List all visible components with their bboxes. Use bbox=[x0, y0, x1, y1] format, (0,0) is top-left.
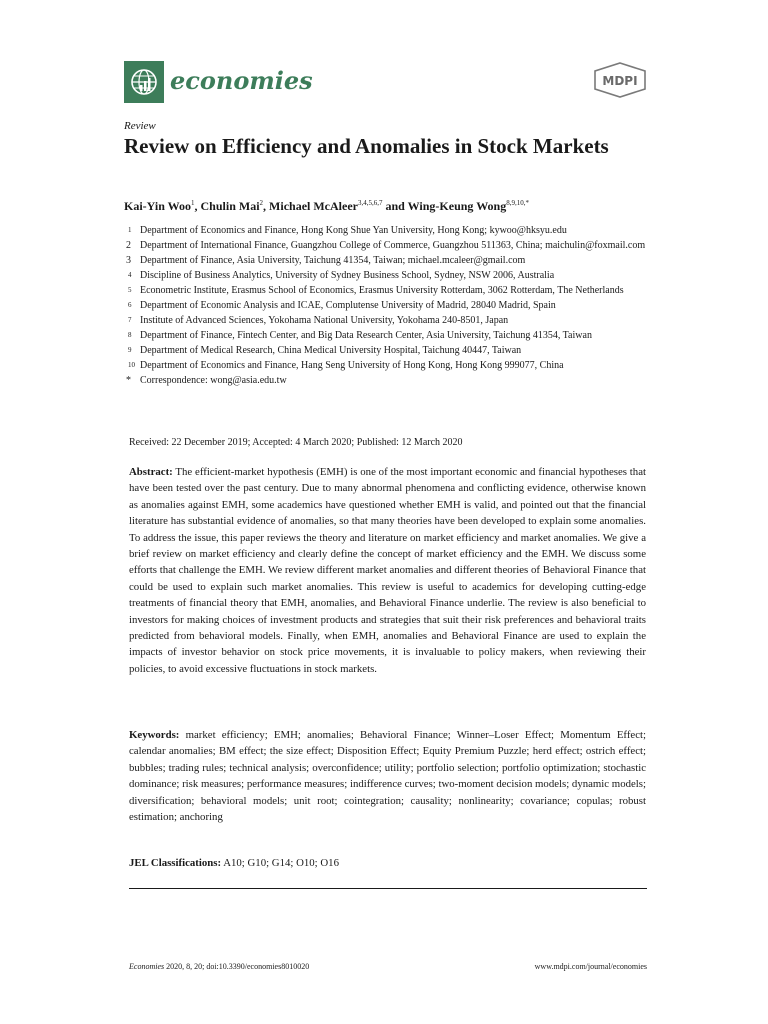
affiliation-number: 4 bbox=[128, 271, 132, 279]
author-affil-sup: 8,9,10,* bbox=[506, 199, 529, 207]
jel-text: A10; G10; G14; O10; O16 bbox=[223, 857, 339, 869]
citation-details: 2020, 8, 20; doi:10.3390/economies8010020 bbox=[164, 962, 310, 971]
affiliation-text: Department of Economic Analysis and ICAE, Complutense University of Madrid, 28040 Madrid, Spain bbox=[140, 300, 556, 311]
affiliation-number: 7 bbox=[128, 316, 132, 324]
author-affil-sup: 1 bbox=[191, 199, 195, 207]
keywords-text: market efficiency; EMH; anomalies; Behavioral Finance; Winner–Loser Effect; Momentum Effect; calendar anomalies; BM effect; the size effect; Disposition Effect; Equity Premium Puzzle; herd effect; ostrich effect; bubbles; trading rules; technical analysis; overconfidence; utility; portfolio selection; portfolio optimization; stochastic dominance; risk measures; performance measures; indifference curves; two-moment decision models; dynamic models; diversification; behavioral models; unit root; cointegration; causality; nonlinearity; covariance; copulas; robust estimation; anchoring bbox=[129, 729, 646, 824]
mdpi-logo bbox=[593, 62, 647, 98]
abstract-text: The efficient-market hypothesis (EMH) is one of the most important economic and financial hypotheses that have been tested over the past century. Due to many abnormal phenomena and conflicting evidence, otherwise known as anomalies against EMH, some academics have questioned whether EMH is valid, and pointed out that the financial literature has substantial evidence of anomalies, so that many theories have been developed to explain some anomalies. To address the issue, this paper reviews the theory and literature on market efficiency and market anomalies. We give a brief review on market efficiency and clearly define the concept of market efficiency and the EMH. We discuss some efforts that challenge the EMH. We review different market anomalies and different theories of Behavioral Finance that could be used to explain such market anomalies. This review is useful to academics for developing cutting-edge treatments of financial theory that EMH, anomalies, and Behavioral Finance underlie. The review is also beneficial to investors for making choices of investment products and strategies that suit their risk preferences and behavioral traits predicted from behavioral models. Finally, when EMH, anomalies and Behavioral Finance are used to explain the impacts of investor behavior on stock price movements, it is invaluable to policy makers, when reviewing their policies, to avoid excessive fluctuations in stock markets. bbox=[129, 466, 646, 675]
affiliation-number: 3 bbox=[126, 255, 131, 266]
affiliation-text: Department of Finance, Asia University, Taichung 41354, Taiwan; michael.mcaleer@gmail.com bbox=[140, 255, 526, 266]
affiliation-number: 8 bbox=[128, 331, 132, 339]
author-name: Chulin Mai bbox=[200, 199, 260, 213]
affiliation-number: 5 bbox=[128, 286, 132, 294]
affiliation-item bbox=[124, 283, 654, 298]
affiliation-number: 10 bbox=[128, 361, 135, 369]
citation-journal: Economies bbox=[129, 962, 165, 971]
affiliation-text: Department of Medical Research, China Medical University Hospital, Taichung 40447, Taiwan bbox=[140, 345, 522, 356]
affiliation-item bbox=[124, 313, 654, 328]
mdpi-logo-text: MDPI bbox=[602, 74, 638, 88]
affiliation-item bbox=[124, 343, 654, 358]
affiliation-text: Discipline of Business Analytics, University of Sydney Business School, Sydney, NSW 2006, Australia bbox=[140, 270, 555, 281]
author-separator: and bbox=[382, 199, 408, 213]
affiliation-text: Department of Economics and Finance, Hong Kong Shue Yan University, Hong Kong; kywoo@hksyu.edu bbox=[140, 225, 567, 236]
jel-label: JEL Classifications: bbox=[129, 857, 222, 869]
affiliation-list bbox=[124, 223, 654, 388]
author-affil-sup: 2 bbox=[259, 199, 264, 207]
affiliation-text: Department of Economics and Finance, Hang Seng University of Hong Kong, Hong Kong 999077, China bbox=[140, 360, 564, 371]
keywords-section bbox=[129, 727, 646, 825]
affiliation-item bbox=[124, 268, 654, 283]
citation-footer bbox=[129, 962, 309, 971]
abstract-section bbox=[129, 464, 646, 677]
affiliation-text: Institute of Advanced Sciences, Yokohama National University, Yokohama 240-8501, Japan bbox=[140, 315, 509, 326]
publication-dates: Received: 22 December 2019; Accepted: 4 March 2020; Published: 12 March 2020 bbox=[129, 437, 463, 448]
globe-icon bbox=[124, 61, 164, 103]
affiliation-item bbox=[124, 373, 654, 388]
divider bbox=[129, 888, 647, 889]
author-list bbox=[124, 199, 684, 214]
affiliation-number: 1 bbox=[128, 226, 132, 234]
affiliation-item bbox=[124, 238, 654, 253]
author-affil-sup: 3,4,5,6,7 bbox=[357, 199, 383, 207]
author-name: Kai-Yin Woo bbox=[124, 199, 192, 213]
abstract-label: Abstract: bbox=[129, 466, 173, 478]
affiliation-item bbox=[124, 328, 654, 343]
affiliation-number: 6 bbox=[128, 301, 132, 309]
affiliation-text: Econometric Institute, Erasmus School of Economics, Erasmus University Rotterdam, 3062 Rotterdam, The Netherlands bbox=[140, 285, 624, 296]
affiliation-item bbox=[124, 223, 654, 238]
affiliation-text: Department of Finance, Fintech Center, and Big Data Research Center, Asia University, Taichung 41354, Taiwan bbox=[140, 330, 592, 341]
keywords-label: Keywords: bbox=[129, 729, 180, 741]
correspondence-text: Correspondence: wong@asia.edu.tw bbox=[140, 375, 287, 386]
affiliation-number: 2 bbox=[126, 240, 131, 251]
journal-name: economies bbox=[170, 66, 313, 95]
article-title: Review on Efficiency and Anomalies in Stock Markets bbox=[124, 134, 609, 158]
affiliation-item bbox=[124, 253, 654, 268]
affiliation-number: * bbox=[126, 375, 131, 386]
affiliation-text: Department of International Finance, Guangzhou College of Commerce, Guangzhou 511363, China; maichulin@foxmail.com bbox=[140, 240, 646, 251]
jel-section bbox=[129, 855, 646, 871]
affiliation-number: 9 bbox=[128, 346, 132, 354]
affiliation-item bbox=[124, 358, 654, 373]
author-separator: , bbox=[263, 199, 270, 213]
article-type: Review bbox=[124, 120, 156, 132]
affiliation-item bbox=[124, 298, 654, 313]
journal-url[interactable]: www.mdpi.com/journal/economies bbox=[534, 962, 647, 971]
mdpi-hexagon-icon bbox=[593, 62, 647, 98]
journal-logo bbox=[124, 61, 164, 103]
author-name: Michael McAleer bbox=[269, 199, 358, 213]
author-name: Wing-Keung Wong bbox=[407, 199, 507, 213]
author-separator: , bbox=[194, 199, 201, 213]
